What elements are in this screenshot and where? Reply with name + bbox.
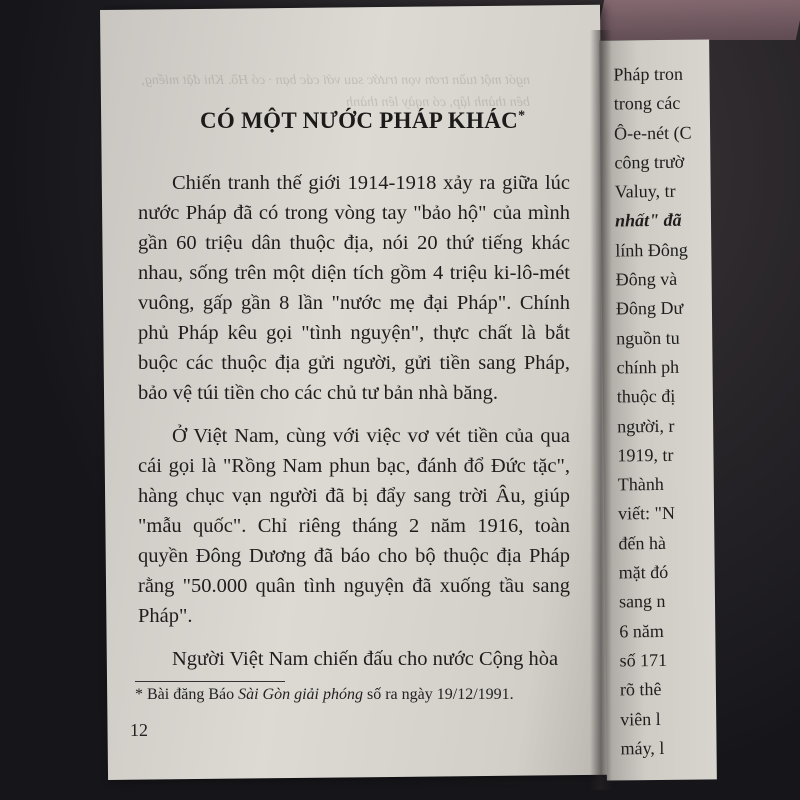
right-line: Valuy, tr xyxy=(614,180,676,202)
footnote-prefix: Bài đăng Báo xyxy=(147,686,235,703)
paragraph: Người Việt Nam chiến đấu cho nước Cộng hòa xyxy=(172,648,559,670)
paragraph: Ở Việt Nam, cùng với việc vơ vét tiền của qua cái gọi là "Rồng Nam phun bạc, đánh đổ Đức tặc", hàng chục vạn người đã bị đẩy sang trời Âu, giúp "mẫu quốc". Chỉ riêng tháng 2 năm 1916, toàn quyền Đông Dương đã báo cho bộ thuộc địa Pháp rằng "50.000 quân tình nguyện đã xuống tầu sang Pháp". xyxy=(138,425,570,627)
right-line: rõ thê xyxy=(619,679,662,700)
right-line: người, r xyxy=(617,415,675,436)
title-text: CÓ MỘT NƯỚC PHÁP KHÁC xyxy=(200,108,519,133)
body-text xyxy=(138,168,570,687)
right-line: nhất" đã xyxy=(614,210,682,231)
pink-cover-corner xyxy=(596,0,800,40)
title-footnote-mark: * xyxy=(518,108,526,124)
footnote-mark: * xyxy=(135,686,143,703)
footnote xyxy=(135,684,575,706)
right-line: số 171 xyxy=(619,649,668,671)
right-line: Thành xyxy=(617,474,664,495)
right-line: thuộc đị xyxy=(616,386,676,407)
bleed-through-text: ngót một tuần trơn vọn trước sau với các bạn · có Hồ. Khi đặt miếng, bên thành lập, có ngày lên thành xyxy=(141,73,530,110)
right-line: Ô-e-nét (C xyxy=(613,122,692,144)
right-line: chính ph xyxy=(616,356,680,378)
right-line: viết: "N xyxy=(617,503,676,524)
right-line: Pháp tron xyxy=(613,63,684,85)
paragraph: Chiến tranh thế giới 1914-1918 xảy ra giữa lúc nước Pháp đã có trong vòng tay "bảo hộ" của mình gần 60 triệu dân thuộc địa, nói 20 thứ tiếng khác nhau, sống trên một diện tích gồm 4 triệu ki-lô-mét vuông, gấp gần 8 lần "nước mẹ đại Pháp". Chính phủ Pháp kêu gọi "tình nguyện", thực chất là bắt buộc các thuộc địa gửi người, gửi tiền sang Pháp, bảo vệ túi tiền cho các chủ tư bản nhà băng. xyxy=(138,172,570,404)
right-line: lính Đông xyxy=(615,239,688,261)
right-line: máy, l xyxy=(620,737,665,759)
right-line: nguồn tu xyxy=(616,327,680,349)
right-line: trong các xyxy=(613,93,681,114)
page-title xyxy=(200,108,540,134)
right-page xyxy=(599,39,717,780)
footnote-source: Sài Gòn giải phóng xyxy=(238,686,363,703)
page-number: 12 xyxy=(130,720,148,740)
book-gutter xyxy=(590,30,612,790)
right-line: viên l xyxy=(620,708,661,729)
right-page-text xyxy=(613,59,717,763)
right-line: sang n xyxy=(618,591,666,612)
right-line: mặt đó xyxy=(618,561,669,583)
right-line: Đông Dư xyxy=(615,298,684,319)
footnote-divider xyxy=(135,681,285,682)
right-line: 6 năm xyxy=(619,620,664,642)
footnote-suffix: số ra ngày 19/12/1991. xyxy=(366,686,514,703)
right-line: công trườ xyxy=(614,151,685,173)
right-line: Đông và xyxy=(615,268,678,290)
right-line: đến hà xyxy=(618,532,666,554)
right-line: 1919, tr xyxy=(617,444,674,466)
